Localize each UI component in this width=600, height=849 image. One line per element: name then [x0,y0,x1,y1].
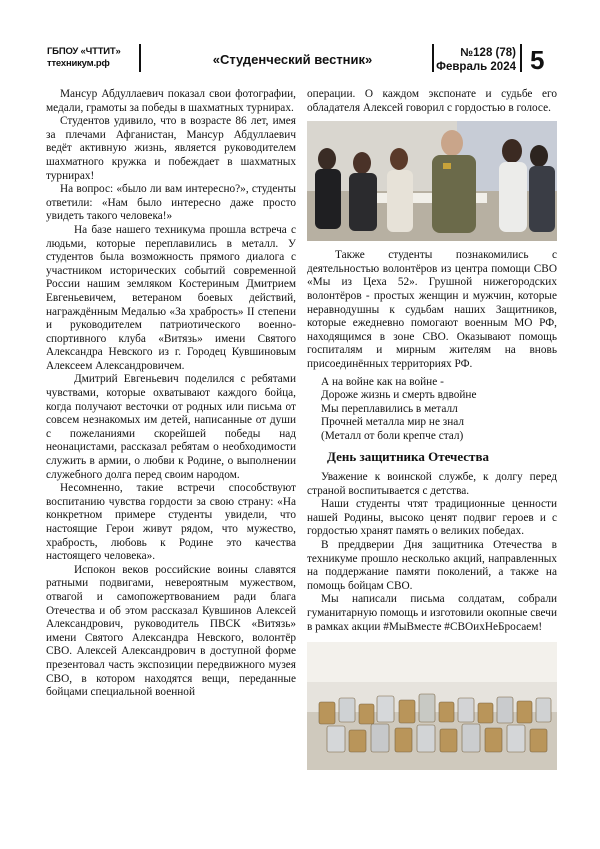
article-paragraph: Мы написали письма солдатам, собрали гуманитарную помощь и изготовили окопные свечи в рамках акции #МыВместе #СВОихНеБросаем! [307,593,557,633]
header-divider [139,44,141,72]
section-heading: День защитника Отечества [327,448,489,464]
article-paragraph: операции. О каждом экспонате и судьбе его обладателя Алексей говорил с гордостью в голосе. [307,88,557,114]
article-paragraph: Студентов удивило, что в возрасте 86 лет, имея за плечами Афганистан, Мансур Абдуллаевич ведёт активную жизнь, является руководителем шахматного кружка и побеждает в шахматных турнирах! [46,115,296,182]
article-paragraph: Также студенты познакомились с деятельностью волонтёров из центра помощи СВО «Мы из Цеха 52». Грушной нижегородских волонтёров - простых женщин и мужчин, которые неравнодушны к судьбам наших Защитников, которые ежедневно помогают военным МО РФ, находящимся в зоне СВО. Оказывают помощь госпиталям и мирным жителям на вновь присоединённых территориях РФ. [307,249,557,370]
publisher-name: ГБПОУ «ЧТТИТ» [47,46,121,57]
poem-line: Мы переплавились в металл [321,402,458,415]
poem-line: Дороже жизнь и смерть вдвойне [321,389,477,402]
publisher-site: ттехникум.рф [47,58,110,69]
volunteers-photo-illustration [307,121,557,241]
poem-line: (Металл от боли крепче стал) [321,429,464,442]
trench-candles-illustration [307,642,557,770]
header-divider [432,44,434,72]
poem [321,376,557,444]
article-paragraph: Испокон веков российские воины славятся ратными подвигами, невероятным мужеством, отвагой и самопожертвованием ради блага Отечества и об этом рассказал Кувшинов Алексей Александрович, руководитель ПВСК «Витязь» имени Святого Александра Невского, волонтёр СВО. Алексей Александрович в доступной форме презентовал часть экспозиции передвижного музея СВО, в котором находятся вещи, переданные бойцами специальной военной [46,563,296,699]
issue-number: №128 (78) [460,47,516,59]
poem-line: А на войне как на войне - [321,375,444,388]
publisher-block [47,46,137,70]
article-paragraph: Мансур Абдуллаевич показал свои фотографии, медали, грамоты за победы в шахматных турнирах. [46,88,296,114]
right-column [307,88,557,770]
volunteers-photo [307,121,557,241]
poem-line: Прочней металла мир не знал [321,416,465,429]
trench-candles-photo [307,642,557,770]
issue-block [436,46,516,74]
page-number: 5 [530,45,545,75]
article-paragraph: На базе нашего техникума прошла встреча с людьми, которые переплавились в металл. У студентов была возможность прямого диалога с участником исторических событий современной России нашим земляком Костериным Дмитрием Евгеньевичем, ветераном боевых действий, награждённым Медалью «За храбрость» II степени и руководителем патриотического военно-спортивного клуба «Витязь» имени Святого Александра Невского из г. Городец Кувшиновым Алексеем Александровичем. [46,223,296,372]
article-paragraph: Наши студенты чтят традиционные ценности нашей Родины, высоко ценят подвиг героев и с гордостью хранят память о великих победах. [307,498,557,538]
article-paragraph: Дмитрий Евгеньевич поделился с ребятами чувствами, которые охватывают каждого бойца, когда получают весточки от родных или письма от совсем незнакомых им детей, написанные от души с пожеланиями скорейшей победы над неонацистами, рассказал ребятам о необходимости служить в армии, о любви к Родине, о выполнении служебного долга перед своим народом. [46,373,296,481]
article-paragraph: В преддверии Дня защитника Отечества в техникуме прошло несколько акций, направленных на поддержание памяти поколений, а также на помощь бойцам СВО. [307,539,557,592]
article-paragraph: Уважение к воинской службе, к долгу перед страной воспитывается с детства. [307,471,557,497]
newspaper-title: «Студенческий вестник» [212,52,373,67]
issue-date: Февраль 2024 [436,61,516,73]
article-paragraph: На вопрос: «было ли вам интересно?», студенты ответили: «Нам было интересно даже просто увидеть такого человека!» [46,183,296,223]
left-column [46,88,296,700]
header-divider [520,44,522,72]
page-header [0,0,600,86]
article-paragraph: Несомненно, такие встречи способствуют воспитанию чувства гордости за свою страну: «На конкретном примере студенты увидели, что настоящие Герои живут рядом, что мужество, храбрость, любовь к Родине это качества настоящего человека». [46,482,296,563]
